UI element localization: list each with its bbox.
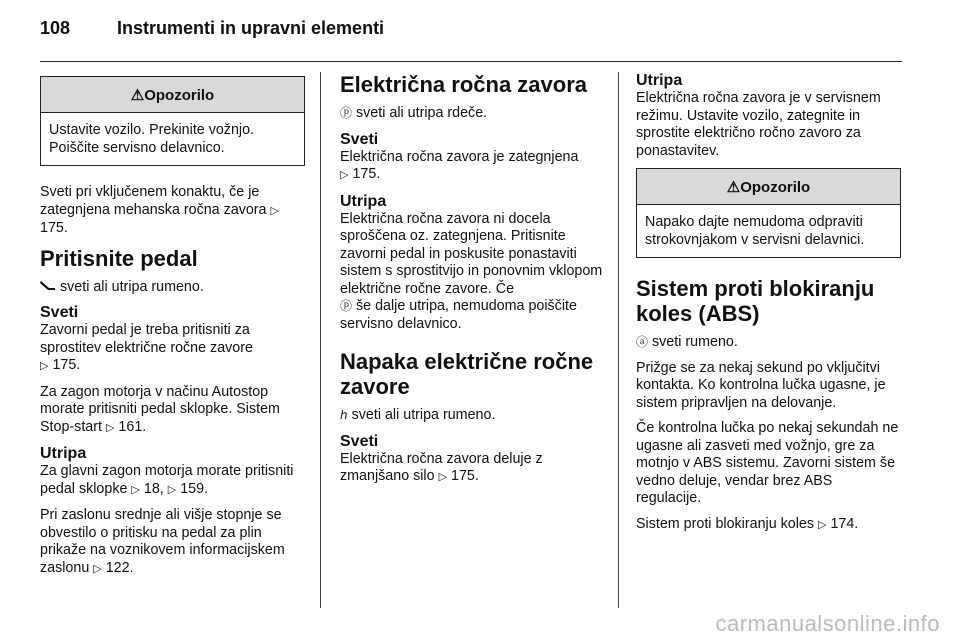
warning-box <box>636 168 901 258</box>
ref-arrow-icon: ▷ <box>817 518 827 531</box>
warning-icon: ⚠ <box>130 87 145 104</box>
subheading-sveti: Sveti <box>340 130 379 148</box>
subheading-sveti: Sveti <box>40 304 79 321</box>
pedal-icon <box>40 279 56 291</box>
watermark: carmanualsonline.info <box>715 611 940 636</box>
warning-text: Ustavite vozilo. Prekinite vožnjo. Poiščite servisno delavnico. <box>49 122 255 156</box>
utripa-paragraph: Električna ročna zavora ni docela sproščena oz. zategnjena. Pritisnite zavorni pedal in poskusite ponastaviti sistem s sprostitvijo in ponovnim vklopom električne ročne zavore. Če ⓟ še dalje utripa, nemudoma poiščite servisno delavnico. <box>340 210 603 332</box>
ref-arrow-icon: ▷ <box>340 169 349 181</box>
indicator-paragraph: ⓐ sveti rumeno. <box>636 334 738 350</box>
utripa-paragraph: Za glavni zagon motorja morate pritisniti pedal sklopke ▷ 18, ▷ 159. <box>40 463 294 497</box>
ref-arrow-icon: ▷ <box>438 471 448 483</box>
page-header <box>40 18 384 39</box>
column-divider <box>320 72 321 608</box>
header-rule <box>40 61 902 62</box>
column-divider <box>618 72 619 608</box>
sveti-paragraph: Zavorni pedal je treba pritisniti za sprostitev električne ročne zavore ▷ 175. <box>40 322 253 373</box>
sveti-paragraph: Električna ročna zavora je zategnjena ▷ 175. <box>340 148 579 182</box>
section-heading: Sistem proti blokiranju koles (ABS) <box>636 276 875 326</box>
abs-paragraph-3: Sistem proti blokiranju koles ▷ 174. <box>636 515 859 532</box>
warning-text: Napako dajte nemudoma odpraviti strokovnjakom v servisni delavnici. <box>645 214 865 248</box>
abs-icon: ⓐ <box>636 335 649 349</box>
subheading-utripa: Utripa <box>340 192 387 210</box>
ref-arrow-icon: ▷ <box>105 421 115 434</box>
page-title: Instrumenti in upravni elementi <box>117 18 385 38</box>
subheading-utripa: Utripa <box>40 445 87 462</box>
abs-paragraph-1: Prižge se za nekaj sekund po vključitvi kontakta. Ko kontrolna lučka ugasne, je sistem pripravljen na delovanje. <box>636 359 886 411</box>
indicator-paragraph: ℎ sveti ali utripa rumeno. <box>340 407 496 423</box>
abs-paragraph-2: Če kontrolna lučka po nekaj sekundah ne ugasne ali zasveti med vožnjo, gre za motnjo v ABS sistemu. Zavorni sistem še vedno deluje, vendar brez ABS regulacije. <box>636 420 899 506</box>
warning-box <box>40 76 305 166</box>
column-2 <box>340 72 605 495</box>
section-heading: Pritisnite pedal <box>40 245 198 271</box>
warning-icon: ⚠ <box>726 179 741 196</box>
intro-paragraph: Sveti pri vključenem konaktu, če je zategnjena mehanska ročna zavora ▷ 175. <box>40 184 279 236</box>
page-number: 108 <box>40 18 71 38</box>
warning-title: ⚠Opozorilo <box>41 77 304 113</box>
sveti-paragraph: Električna ročna zavora deluje z zmanjšano silo ▷ 175. <box>340 450 543 484</box>
ref-arrow-icon: ▷ <box>131 483 140 496</box>
ref-arrow-icon: ▷ <box>167 483 177 496</box>
subheading-utripa: Utripa <box>636 72 683 89</box>
column-1 <box>40 72 305 586</box>
display-paragraph: Pri zaslonu srednje ali višje stopnje se obvestilo o pritisku na pedal za plin prikaže na voznikovem informacijskem zaslonu ▷ 122. <box>40 507 285 576</box>
brake-icon: ⓟ <box>340 299 353 313</box>
fault-icon: ℎ <box>340 408 348 422</box>
subheading-sveti: Sveti <box>340 432 379 450</box>
ref-arrow-icon: ▷ <box>270 204 279 217</box>
ref-arrow-icon: ▷ <box>93 562 102 575</box>
indicator-paragraph: sveti ali utripa rumeno. <box>40 279 305 297</box>
ref-arrow-icon: ▷ <box>40 360 49 372</box>
column-3 <box>636 72 901 542</box>
section-heading: Električna ročna zavora <box>340 72 588 97</box>
brake-icon: ⓟ <box>340 106 353 120</box>
indicator-paragraph: ⓟ sveti ali utripa rdeče. <box>340 105 488 121</box>
section-heading: Napaka električne ročne zavore <box>340 349 594 399</box>
autostop-paragraph: Za zagon motorja v načinu Autostop morate pritisniti pedal sklopke. Sistem Stop-start ▷ 161. <box>40 383 280 435</box>
warning-title: ⚠Opozorilo <box>637 169 900 205</box>
utripa-paragraph: Električna ročna zavora je v servisnem režimu. Ustavite vozilo, zategnite in sprostite električno ročno zavoro za ponastavitev. <box>636 90 881 159</box>
